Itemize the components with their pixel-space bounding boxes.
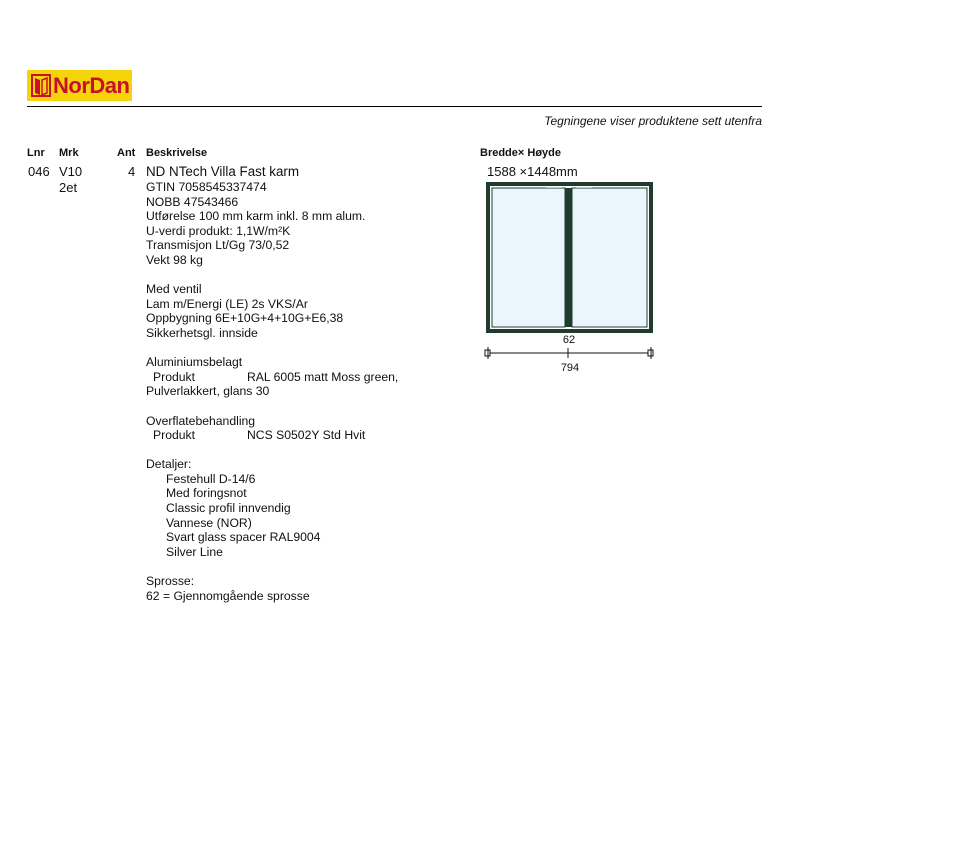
detalj-item: Med foringsnot [166,486,247,501]
window-drawing [484,180,664,380]
alu-value: RAL 6005 matt Moss green, [247,369,399,384]
header-rule [27,106,762,107]
header-beskrivelse: Beskrivelse [146,147,208,159]
detalj-item: Vannese (NOR) [166,515,252,530]
glass-pane-left [492,188,565,327]
alu-heading: Aluminiumsbelagt [146,355,243,370]
overflate-heading: Overflatebehandling [146,413,256,428]
detalj-item: Festehull D-14/6 [166,471,256,486]
sprosse-heading: Sprosse: [146,574,195,589]
alu-cont: Pulverlakkert, glans 30 [146,384,270,399]
nordan-logo [27,70,132,101]
sprosse-text: 62 = Gjennomgående sprosse [146,588,310,603]
logo-text: NorDan [53,73,130,98]
dimensions: 1588 ×1448mm [487,164,578,179]
sprosse-dim-label: 62 [562,334,576,346]
detalj-item: Classic profil innvendig [166,501,291,516]
detalj-item: Silver Line [166,544,223,559]
spec-line: GTIN 7058545337474 [146,180,267,194]
header-mrk: Mrk [59,147,79,159]
ventil-line: Sikkerhetsgl. innside [146,325,258,340]
spec-line: U-verdi produkt: 1,1W/m²K [146,223,291,238]
ventil-line: Lam m/Energi (LE) 2s VKS/Ar [146,296,308,311]
spec-line: Transmisjon Lt/Gg 73/0,52 [146,238,290,253]
ventil-line: Oppbygning 6E+10G+4+10G+E6,38 [146,311,344,326]
product-title: ND NTech Villa Fast karm [146,164,300,179]
overflate-value: NCS S0502Y Std Hvit [247,428,366,443]
overflate-label: Produkt [153,428,196,443]
header-bredde-hoyde: Bredde× Høyde [480,147,561,159]
detalj-item: Svart glass spacer RAL9004 [166,530,321,545]
window-logo-icon [31,74,51,97]
width-dim-label: 794 [560,362,580,374]
mark-sub: 2et [59,180,78,195]
sprosse-bar [565,188,572,327]
mark: V10 [59,164,83,179]
drawing-note: Tegningene viser produktene sett utenfra [544,114,762,128]
detaljer-heading: Detaljer: [146,457,192,472]
quantity: 4 [128,164,136,179]
header-ant: Ant [117,147,136,159]
description [146,164,398,603]
ventil-line: Med ventil [146,282,202,297]
spec-line: NOBB 47543466 [146,194,239,209]
spec-line: Vekt 98 kg [146,252,203,267]
line-number: 046 [28,164,50,179]
glass-pane-right [572,188,647,327]
header-lnr: Lnr [27,147,45,159]
spec-line: Utførelse 100 mm karm inkl. 8 mm alum. [146,209,366,224]
alu-label: Produkt [153,369,196,384]
